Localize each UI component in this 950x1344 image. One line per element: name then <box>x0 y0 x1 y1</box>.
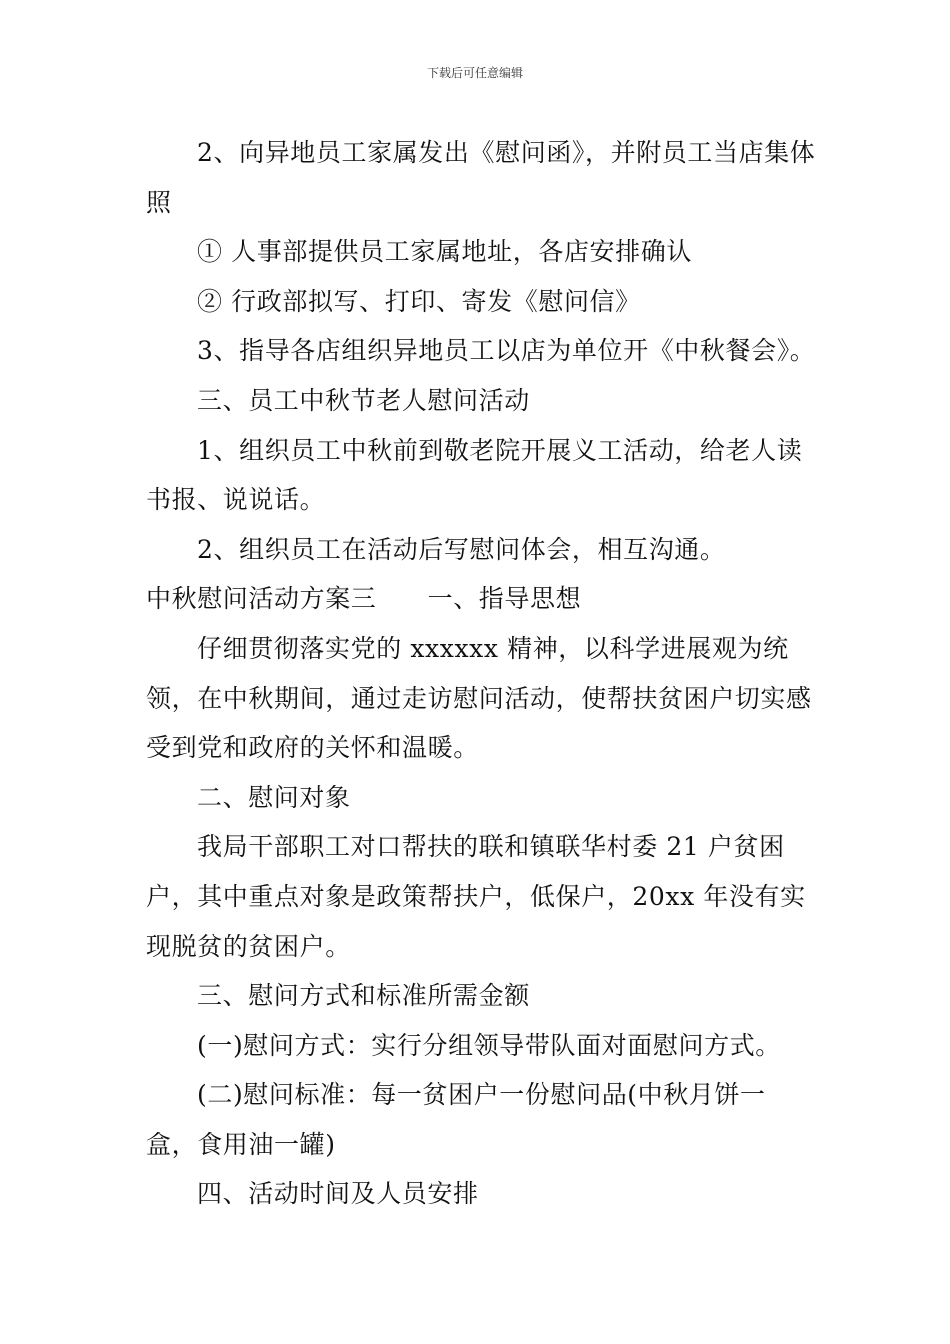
section-heading: 四、活动时间及人员安排 <box>197 1179 479 1209</box>
paragraph: ② 行政部拟写、打印、寄发《慰问信》 <box>197 286 641 316</box>
paragraph: 1、组织员工中秋前到敬老院开展义工活动，给老人读书报、说说话。 <box>146 435 803 515</box>
page-header: 下载后可任意编辑 <box>426 66 523 80</box>
paragraph: (一)慰问方式：实行分组领导带队面对面慰问方式。 <box>197 1030 781 1060</box>
paragraph: 2、向异地员工家属发出《慰问函》，并附员工当店集体照 <box>146 138 816 217</box>
paragraph: 仔细贯彻落实党的 xxxxxx 精神，以科学进展观为统领，在中秋期间，通过走访慰问活动，使帮扶贫困户切实感受到党和政府的关怀和温暖。 <box>146 633 812 763</box>
paragraph: 2、组织员工在活动后写慰问体会，相互沟通。 <box>197 534 726 564</box>
section-heading: 二、慰问对象 <box>197 782 351 812</box>
paragraph: ① 人事部提供员工家属地址，各店安排确认 <box>197 237 692 267</box>
section-heading: 三、慰问方式和标准所需金额 <box>197 981 530 1011</box>
document-section-title: 中秋慰问活动方案三 一、指导思想 <box>146 584 582 614</box>
section-heading: 三、员工中秋节老人慰问活动 <box>197 385 530 415</box>
document-body <box>146 128 816 1219</box>
paragraph: 我局干部职工对口帮扶的联和镇联华村委 21 户贫困户，其中重点对象是政策帮扶户，低保户，20xx 年没有实现脱贫的贫困户。 <box>146 832 806 961</box>
paragraph: (二)慰问标准：每一贫困户一份慰问品(中秋月饼一盒，食用油一罐) <box>146 1080 766 1159</box>
paragraph: 3、指导各店组织异地员工以店为单位开《中秋餐会》。 <box>197 336 816 366</box>
